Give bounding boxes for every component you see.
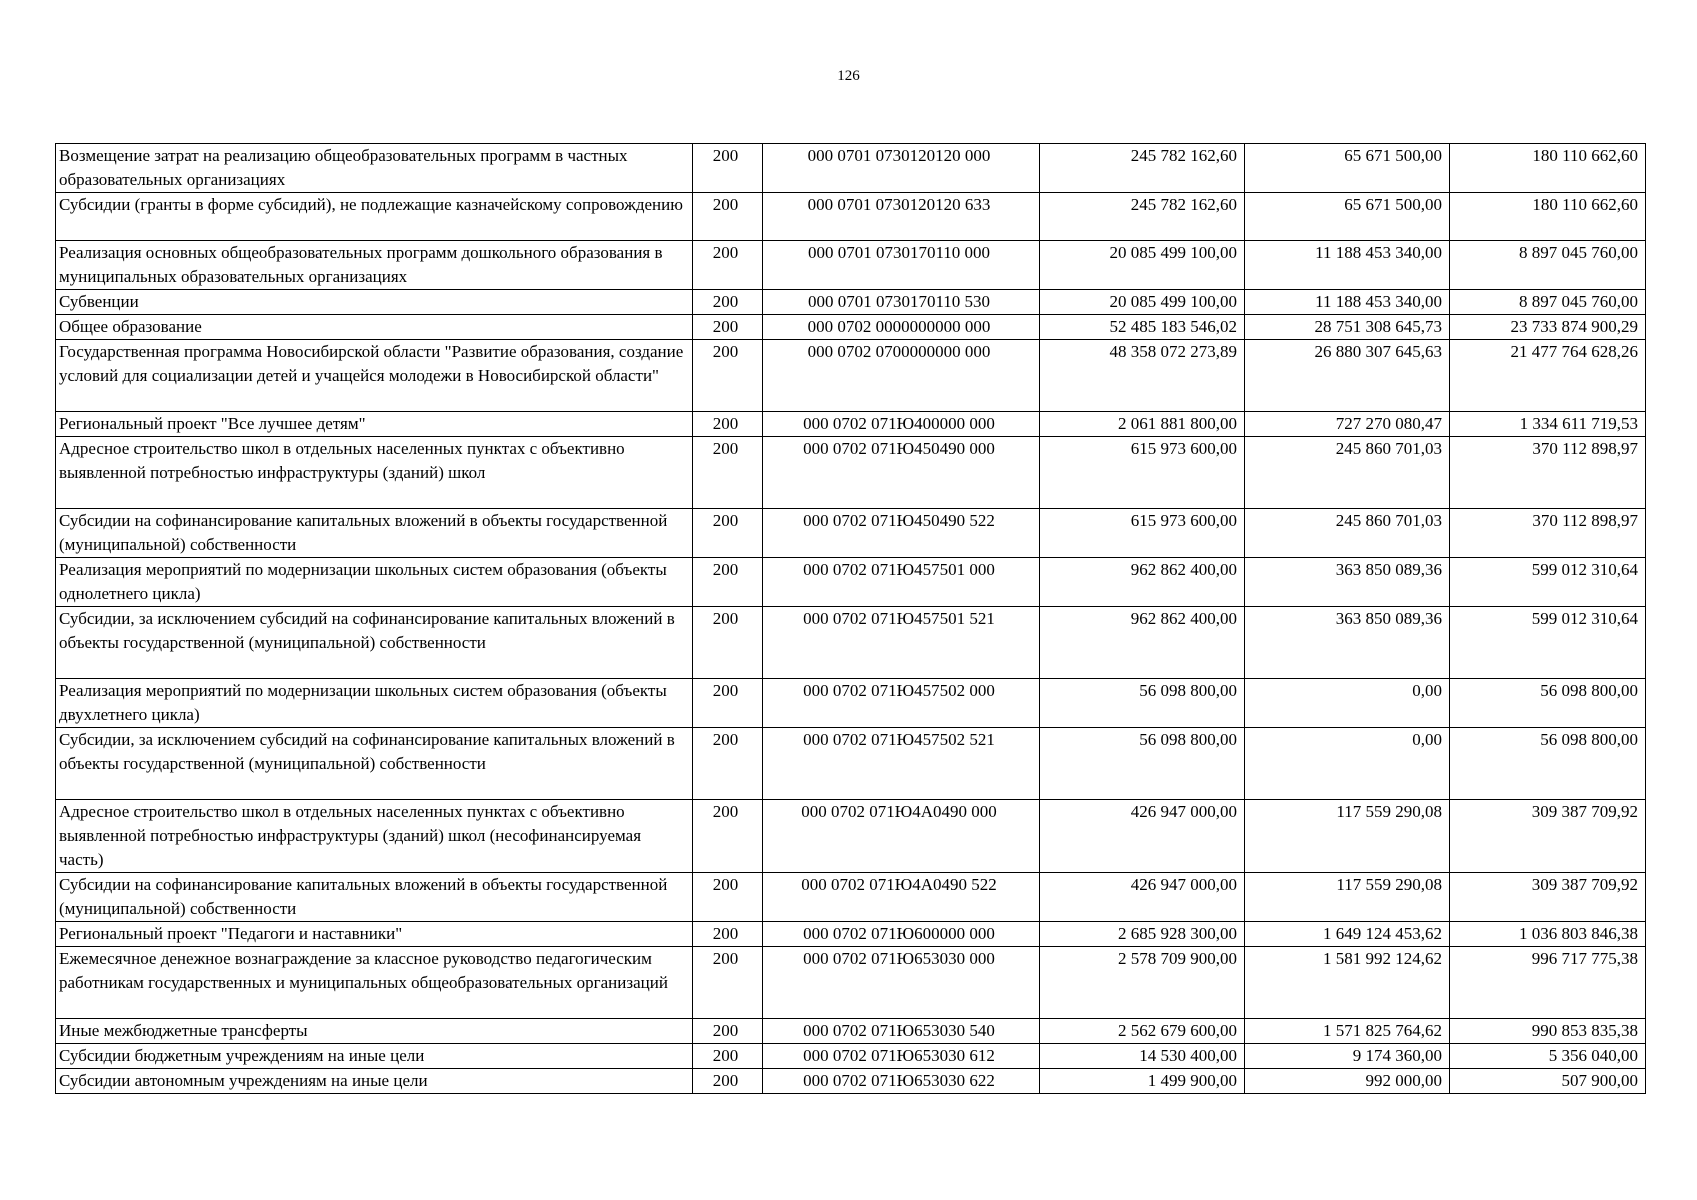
row-budget-code-cell: 000 0701 0730170110 530 [763, 290, 1040, 315]
row-admin-code-cell: 200 [693, 558, 763, 607]
row-executed-amount-cell: 1 581 992 124,62 [1245, 947, 1450, 1019]
row-approved-amount-cell: 962 862 400,00 [1040, 558, 1245, 607]
row-executed-amount-cell: 0,00 [1245, 728, 1450, 800]
row-admin-code-cell: 200 [693, 412, 763, 437]
row-budget-code-cell: 000 0702 071Ю653030 622 [763, 1069, 1040, 1094]
table-row [56, 800, 1646, 873]
row-name-cell: Субсидии на софинансирование капитальных вложений в объекты государственной (муниципальной) собственности [56, 509, 693, 558]
row-unexecuted-remainder-cell: 599 012 310,64 [1450, 558, 1646, 607]
table-row [56, 922, 1646, 947]
row-approved-amount-cell: 615 973 600,00 [1040, 509, 1245, 558]
row-executed-amount-cell: 1 649 124 453,62 [1245, 922, 1450, 947]
row-approved-amount-cell: 56 098 800,00 [1040, 728, 1245, 800]
row-budget-code-cell: 000 0702 071Ю400000 000 [763, 412, 1040, 437]
row-admin-code-cell: 200 [693, 144, 763, 193]
table-row [56, 947, 1646, 1019]
row-name-cell: Субсидии на софинансирование капитальных вложений в объекты государственной (муниципальной) собственности [56, 873, 693, 922]
row-admin-code-cell: 200 [693, 922, 763, 947]
row-budget-code-cell: 000 0702 071Ю457501 521 [763, 607, 1040, 679]
row-admin-code-cell: 200 [693, 947, 763, 1019]
budget-execution-table [55, 143, 1646, 1094]
row-budget-code-cell: 000 0702 0700000000 000 [763, 340, 1040, 412]
row-unexecuted-remainder-cell: 8 897 045 760,00 [1450, 241, 1646, 290]
row-executed-amount-cell: 26 880 307 645,63 [1245, 340, 1450, 412]
row-executed-amount-cell: 992 000,00 [1245, 1069, 1450, 1094]
row-budget-code-cell: 000 0702 071Ю450490 522 [763, 509, 1040, 558]
row-executed-amount-cell: 245 860 701,03 [1245, 437, 1450, 509]
row-name-cell: Субсидии автономным учреждениям на иные цели [56, 1069, 693, 1094]
row-executed-amount-cell: 65 671 500,00 [1245, 193, 1450, 241]
row-admin-code-cell: 200 [693, 193, 763, 241]
row-budget-code-cell: 000 0702 071Ю4А0490 522 [763, 873, 1040, 922]
row-unexecuted-remainder-cell: 5 356 040,00 [1450, 1044, 1646, 1069]
row-executed-amount-cell: 117 559 290,08 [1245, 873, 1450, 922]
table-row [56, 558, 1646, 607]
row-executed-amount-cell: 363 850 089,36 [1245, 558, 1450, 607]
row-admin-code-cell: 200 [693, 607, 763, 679]
row-approved-amount-cell: 245 782 162,60 [1040, 144, 1245, 193]
row-admin-code-cell: 200 [693, 437, 763, 509]
table-row [56, 1044, 1646, 1069]
table-row [56, 340, 1646, 412]
row-budget-code-cell: 000 0702 071Ю450490 000 [763, 437, 1040, 509]
row-unexecuted-remainder-cell: 56 098 800,00 [1450, 679, 1646, 728]
row-budget-code-cell: 000 0702 071Ю653030 540 [763, 1019, 1040, 1044]
row-unexecuted-remainder-cell: 309 387 709,92 [1450, 800, 1646, 873]
table-row [56, 290, 1646, 315]
row-approved-amount-cell: 20 085 499 100,00 [1040, 241, 1245, 290]
table-row [56, 193, 1646, 241]
row-admin-code-cell: 200 [693, 728, 763, 800]
table-row [56, 315, 1646, 340]
row-name-cell: Адресное строительство школ в отдельных населенных пунктах с объективно выявленной потребностью инфраструктуры (зданий) школ [56, 437, 693, 509]
row-unexecuted-remainder-cell: 180 110 662,60 [1450, 193, 1646, 241]
row-budget-code-cell: 000 0701 0730120120 000 [763, 144, 1040, 193]
row-approved-amount-cell: 426 947 000,00 [1040, 800, 1245, 873]
row-name-cell: Государственная программа Новосибирской области "Развитие образования, создание условий для социализации детей и учащейся молодежи в Новосибирской области" [56, 340, 693, 412]
row-unexecuted-remainder-cell: 1 036 803 846,38 [1450, 922, 1646, 947]
row-executed-amount-cell: 1 571 825 764,62 [1245, 1019, 1450, 1044]
row-unexecuted-remainder-cell: 8 897 045 760,00 [1450, 290, 1646, 315]
row-approved-amount-cell: 52 485 183 546,02 [1040, 315, 1245, 340]
row-name-cell: Субвенции [56, 290, 693, 315]
row-name-cell: Субсидии, за исключением субсидий на софинансирование капитальных вложений в объекты государственной (муниципальной) собственности [56, 728, 693, 800]
row-name-cell: Региональный проект "Педагоги и наставники" [56, 922, 693, 947]
row-approved-amount-cell: 56 098 800,00 [1040, 679, 1245, 728]
table-row [56, 873, 1646, 922]
table-row [56, 241, 1646, 290]
row-executed-amount-cell: 245 860 701,03 [1245, 509, 1450, 558]
row-admin-code-cell: 200 [693, 1019, 763, 1044]
row-budget-code-cell: 000 0702 071Ю457502 521 [763, 728, 1040, 800]
table-row [56, 1069, 1646, 1094]
row-approved-amount-cell: 2 562 679 600,00 [1040, 1019, 1245, 1044]
table-row [56, 679, 1646, 728]
row-executed-amount-cell: 0,00 [1245, 679, 1450, 728]
row-unexecuted-remainder-cell: 507 900,00 [1450, 1069, 1646, 1094]
row-admin-code-cell: 200 [693, 290, 763, 315]
row-unexecuted-remainder-cell: 1 334 611 719,53 [1450, 412, 1646, 437]
row-unexecuted-remainder-cell: 370 112 898,97 [1450, 509, 1646, 558]
row-approved-amount-cell: 426 947 000,00 [1040, 873, 1245, 922]
row-budget-code-cell: 000 0702 071Ю457502 000 [763, 679, 1040, 728]
row-budget-code-cell: 000 0702 071Ю600000 000 [763, 922, 1040, 947]
row-executed-amount-cell: 11 188 453 340,00 [1245, 241, 1450, 290]
row-name-cell: Адресное строительство школ в отдельных населенных пунктах с объективно выявленной потребностью инфраструктуры (зданий) школ (несофинансируемая часть) [56, 800, 693, 873]
row-executed-amount-cell: 9 174 360,00 [1245, 1044, 1450, 1069]
row-name-cell: Ежемесячное денежное вознаграждение за классное руководство педагогическим работникам государственных и муниципальных общеобразовательных организаций [56, 947, 693, 1019]
row-admin-code-cell: 200 [693, 1069, 763, 1094]
row-unexecuted-remainder-cell: 56 098 800,00 [1450, 728, 1646, 800]
row-budget-code-cell: 000 0702 071Ю653030 000 [763, 947, 1040, 1019]
row-approved-amount-cell: 2 578 709 900,00 [1040, 947, 1245, 1019]
row-executed-amount-cell: 117 559 290,08 [1245, 800, 1450, 873]
row-approved-amount-cell: 2 685 928 300,00 [1040, 922, 1245, 947]
row-unexecuted-remainder-cell: 309 387 709,92 [1450, 873, 1646, 922]
row-name-cell: Возмещение затрат на реализацию общеобразовательных программ в частных образовательных организациях [56, 144, 693, 193]
table-row [56, 728, 1646, 800]
row-admin-code-cell: 200 [693, 340, 763, 412]
row-budget-code-cell: 000 0702 071Ю653030 612 [763, 1044, 1040, 1069]
row-name-cell: Субсидии (гранты в форме субсидий), не подлежащие казначейскому сопровождению [56, 193, 693, 241]
row-admin-code-cell: 200 [693, 315, 763, 340]
row-unexecuted-remainder-cell: 990 853 835,38 [1450, 1019, 1646, 1044]
row-admin-code-cell: 200 [693, 241, 763, 290]
table-row [56, 1019, 1646, 1044]
row-admin-code-cell: 200 [693, 509, 763, 558]
row-approved-amount-cell: 615 973 600,00 [1040, 437, 1245, 509]
row-executed-amount-cell: 727 270 080,47 [1245, 412, 1450, 437]
row-name-cell: Реализация основных общеобразовательных программ дошкольного образования в муниципальных образовательных организациях [56, 241, 693, 290]
table-row [56, 144, 1646, 193]
page-number: 126 [837, 68, 860, 84]
table-row [56, 607, 1646, 679]
row-name-cell: Реализация мероприятий по модернизации школьных систем образования (объекты двухлетнего цикла) [56, 679, 693, 728]
row-admin-code-cell: 200 [693, 679, 763, 728]
row-budget-code-cell: 000 0701 0730170110 000 [763, 241, 1040, 290]
row-approved-amount-cell: 962 862 400,00 [1040, 607, 1245, 679]
row-budget-code-cell: 000 0702 0000000000 000 [763, 315, 1040, 340]
row-budget-code-cell: 000 0702 071Ю4А0490 000 [763, 800, 1040, 873]
row-admin-code-cell: 200 [693, 873, 763, 922]
row-executed-amount-cell: 11 188 453 340,00 [1245, 290, 1450, 315]
row-budget-code-cell: 000 0701 0730120120 633 [763, 193, 1040, 241]
row-executed-amount-cell: 28 751 308 645,73 [1245, 315, 1450, 340]
row-admin-code-cell: 200 [693, 1044, 763, 1069]
row-name-cell: Субсидии, за исключением субсидий на софинансирование капитальных вложений в объекты государственной (муниципальной) собственности [56, 607, 693, 679]
row-unexecuted-remainder-cell: 370 112 898,97 [1450, 437, 1646, 509]
row-executed-amount-cell: 65 671 500,00 [1245, 144, 1450, 193]
row-approved-amount-cell: 245 782 162,60 [1040, 193, 1245, 241]
row-name-cell: Реализация мероприятий по модернизации школьных систем образования (объекты однолетнего цикла) [56, 558, 693, 607]
row-name-cell: Общее образование [56, 315, 693, 340]
row-budget-code-cell: 000 0702 071Ю457501 000 [763, 558, 1040, 607]
row-unexecuted-remainder-cell: 23 733 874 900,29 [1450, 315, 1646, 340]
row-unexecuted-remainder-cell: 21 477 764 628,26 [1450, 340, 1646, 412]
row-name-cell: Субсидии бюджетным учреждениям на иные цели [56, 1044, 693, 1069]
table-row [56, 412, 1646, 437]
row-approved-amount-cell: 48 358 072 273,89 [1040, 340, 1245, 412]
row-approved-amount-cell: 14 530 400,00 [1040, 1044, 1245, 1069]
table-row [56, 509, 1646, 558]
row-approved-amount-cell: 1 499 900,00 [1040, 1069, 1245, 1094]
row-unexecuted-remainder-cell: 996 717 775,38 [1450, 947, 1646, 1019]
table-row [56, 437, 1646, 509]
row-unexecuted-remainder-cell: 599 012 310,64 [1450, 607, 1646, 679]
row-unexecuted-remainder-cell: 180 110 662,60 [1450, 144, 1646, 193]
row-name-cell: Иные межбюджетные трансферты [56, 1019, 693, 1044]
table-body [56, 144, 1646, 1094]
row-admin-code-cell: 200 [693, 800, 763, 873]
row-approved-amount-cell: 2 061 881 800,00 [1040, 412, 1245, 437]
row-approved-amount-cell: 20 085 499 100,00 [1040, 290, 1245, 315]
row-executed-amount-cell: 363 850 089,36 [1245, 607, 1450, 679]
row-name-cell: Региональный проект "Все лучшее детям" [56, 412, 693, 437]
